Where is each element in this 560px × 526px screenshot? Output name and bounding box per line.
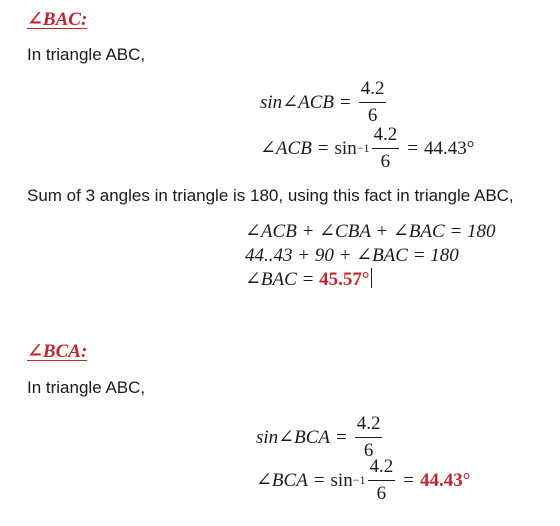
eq-lhs: ∠ACB [260,138,312,159]
eq-text: ∠ACB + ∠CBA + ∠BAC = 180 [245,221,496,242]
section-heading-bca: ∠BCA: [27,341,88,362]
fraction [368,456,396,505]
eq-text: 44..43 + 90 + ∠BAC = 180 [245,245,459,266]
equation-bca-arcsin [256,456,470,505]
fraction-numerator: 4.2 [355,413,383,438]
fraction [359,78,387,127]
eq-result: 44.43° [423,137,475,159]
arcsin-func: sin [334,137,357,159]
fraction-denominator: 6 [376,483,387,504]
intro-text: In triangle ABC, [27,45,146,64]
fraction-numerator: 4.2 [372,124,400,149]
eq-lhs: sin∠ACB [260,92,334,113]
intro-text: In triangle ABC, [27,378,146,397]
arcsin-exponent: −1 [352,473,366,487]
fraction-numerator: 4.2 [359,78,387,103]
eq-sign: = [403,469,414,491]
text-cursor [371,268,372,288]
sum-of-angles-statement: Sum of 3 angles in triangle is 180, using this fact in triangle ABC, [27,186,514,205]
eq-sign: = [339,91,351,113]
fraction [355,413,383,462]
equation-substituted [245,244,459,267]
section-heading-bac: ∠BAC: [27,9,88,30]
fraction-denominator: 6 [380,151,391,172]
fraction-denominator: 6 [363,440,374,461]
equation-sin-bca [256,413,384,462]
eq-sign: = [407,137,418,159]
equation-sin-acb [260,78,388,127]
eq-sign: = [317,137,329,159]
eq-lhs: sin∠BCA [256,427,330,448]
equation-angle-sum [245,220,496,243]
eq-sign: = [313,469,325,491]
eq-lhs: ∠BCA [256,470,308,491]
equation-acb-arcsin [260,124,474,173]
fraction-numerator: 4.2 [368,456,396,481]
arcsin-func: sin [330,469,353,491]
fraction [372,124,400,173]
eq-lhs: ∠BAC = [245,269,315,290]
eq-sign: = [335,426,347,448]
bac-result-value: 45.57° [319,269,370,290]
fraction-denominator: 6 [367,105,378,126]
arcsin-exponent: −1 [356,141,370,155]
equation-bac-result [245,268,372,291]
bca-result-value: 44.43° [419,469,471,491]
